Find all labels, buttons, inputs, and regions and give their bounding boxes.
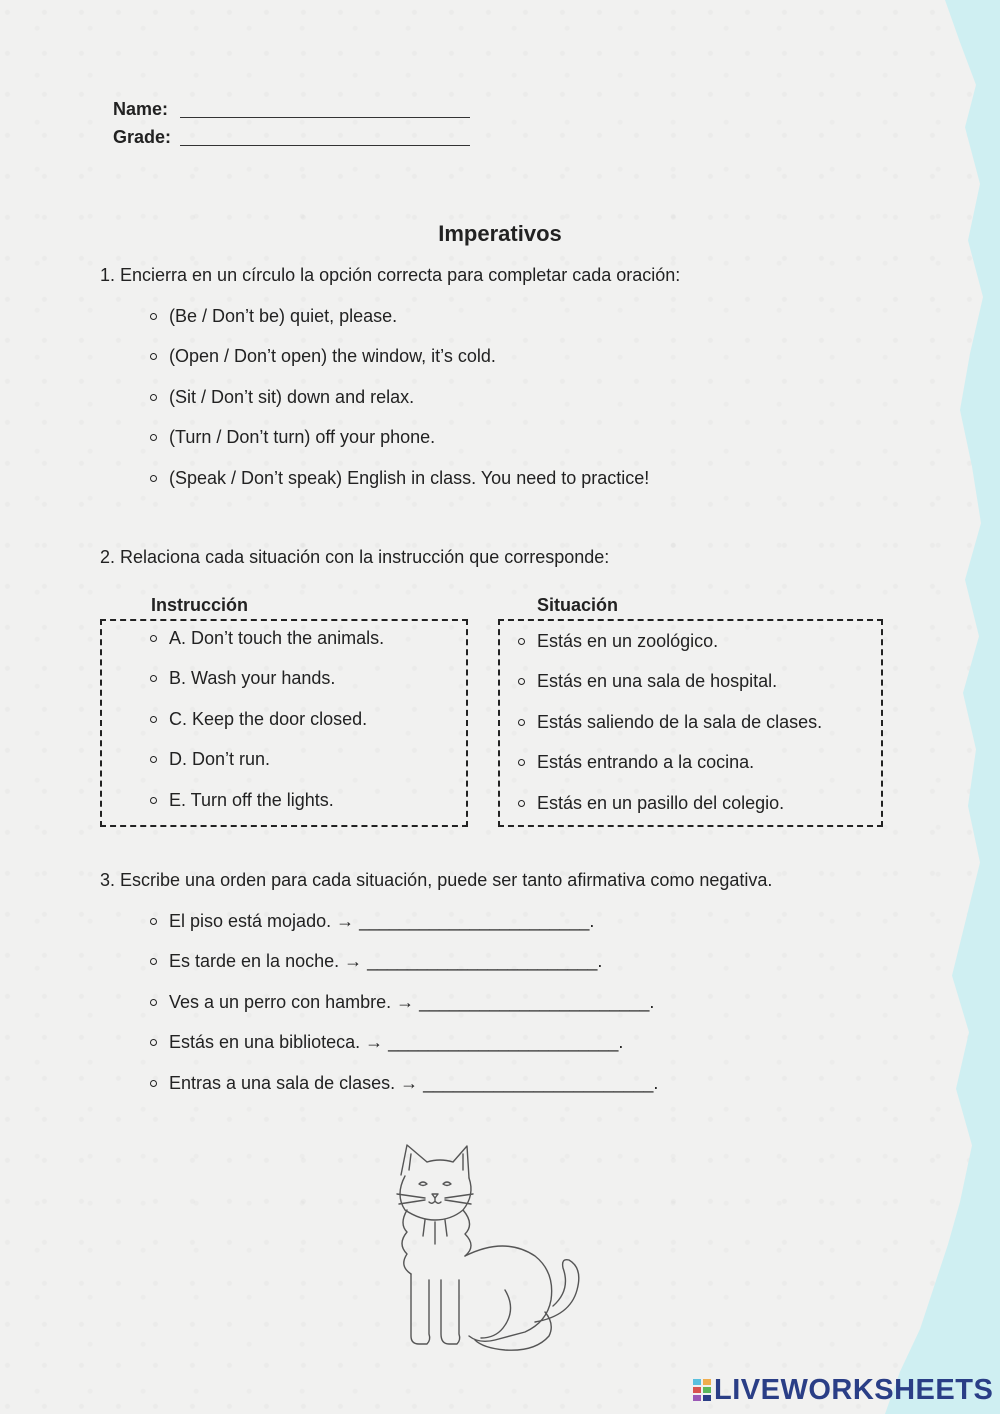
list-item: (Sit / Don’t sit) down and relax. (169, 387, 649, 407)
instruction-item[interactable]: E. Turn off the lights. (169, 790, 384, 810)
list-item: (Speak / Don’t speak) English in class. You need to practice! (169, 467, 650, 488)
answer-item[interactable]: Ves a un perro con hambre. → _______________________. (169, 992, 658, 1012)
logo-mark-icon (692, 1378, 712, 1402)
list-item: (Turn / Don’t turn) off your phone. (169, 427, 649, 447)
situation-item[interactable]: Estás en una sala de hospital. (537, 671, 822, 691)
grade-field[interactable] (180, 145, 470, 146)
logo-text: LIVEWORKSHEETS (714, 1373, 994, 1406)
answer-item[interactable]: El piso está mojado. → _______________________. (169, 911, 658, 931)
situation-item[interactable]: Estás saliendo de la sala de clases. (537, 711, 823, 732)
situation-header: Situación (537, 595, 619, 615)
instruction-item[interactable]: C. Keep the door closed. (169, 709, 384, 729)
situation-item[interactable]: Estás en un zoológico. (537, 631, 822, 651)
name-field[interactable] (180, 117, 470, 118)
section1-prompt: 1. Encierra en un círculo la opción correcta para completar cada oración: (100, 265, 681, 285)
name-label: Name: (113, 99, 169, 119)
situation-item[interactable]: Estás en un pasillo del colegio. (537, 793, 822, 813)
list-item: (Be / Don’t be) quiet, please. (169, 306, 649, 326)
section1-list (169, 306, 649, 488)
section2-prompt: 2. Relaciona cada situación con la instrucción que corresponde: (100, 547, 610, 567)
section3-list (169, 911, 658, 1093)
situation-list (537, 631, 822, 813)
instruction-list (169, 628, 384, 810)
page-title: Imperativos (438, 221, 562, 246)
answer-item[interactable]: Entras a una sala de clases. → _______________________. (169, 1072, 659, 1093)
instruction-item[interactable]: A. Don’t touch the animals. (169, 628, 385, 648)
instruction-item[interactable]: D. Don’t run. (169, 749, 384, 769)
section3-prompt: 3. Escribe una orden para cada situación, puede ser tanto afirmativa como negativa. (100, 870, 773, 890)
situation-item[interactable]: Estás entrando a la cocina. (537, 752, 822, 772)
answer-item[interactable]: Es tarde en la noche. → _______________________. (169, 951, 658, 971)
instruction-header: Instrucción (151, 595, 249, 615)
cat-icon (385, 1140, 585, 1355)
list-item: (Open / Don’t open) the window, it’s cold. (169, 346, 649, 366)
answer-item[interactable]: Estás en una biblioteca. → _______________________. (169, 1032, 658, 1052)
instruction-item[interactable]: B. Wash your hands. (169, 668, 384, 688)
liveworksheets-logo (692, 1373, 993, 1407)
grade-label: Grade: (113, 127, 172, 147)
